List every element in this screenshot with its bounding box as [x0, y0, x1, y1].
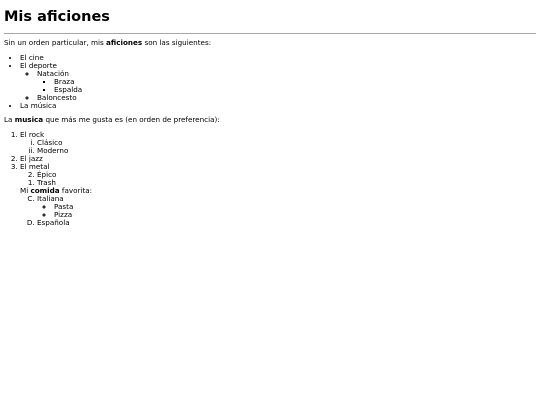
hobby-item-deporte: [20, 62, 82, 102]
sport-item-baloncesto: ◦ Baloncesto: [37, 94, 82, 102]
music-item-metal-label: El metal: [20, 162, 50, 171]
hobby-item-musica: • La música: [20, 102, 82, 110]
food-intro-bold: comida: [30, 186, 60, 195]
swim-styles-list: [37, 78, 82, 94]
food-intro-text-after: favorita:: [59, 186, 93, 195]
music-intro-text-before: La: [4, 115, 15, 124]
title-divider: [4, 33, 536, 34]
swim-style-espalda: ▪ Espalda: [54, 86, 82, 94]
rock-subgenre-moderno: ii. Moderno: [37, 147, 92, 155]
hobbies-intro-text-before: Sin un orden particular, mis: [4, 38, 107, 47]
swim-style-braza: ▪ Braza: [54, 78, 82, 86]
music-item-jazz: 2. El jazz: [20, 155, 92, 163]
hobbies-intro-bold: aficiones: [106, 38, 143, 47]
metal-subgenre-trash: 1. Trash: [37, 179, 92, 187]
food-item-italiana: [37, 195, 92, 219]
music-list: [4, 131, 92, 227]
italian-dishes-list: [37, 203, 92, 219]
italian-dish-pasta: ◦ Pasta: [54, 203, 92, 211]
hobby-item-deporte-label: El deporte: [20, 61, 57, 70]
hobbies-list: [4, 54, 82, 110]
rock-subgenre-clasico: i. Clásico: [37, 139, 92, 147]
metal-subgenres-list: [20, 171, 92, 187]
music-intro-text-after: que más me gusta es (en orden de preferencia):: [43, 115, 220, 124]
hobbies-intro-text-after: son las siguientes:: [142, 38, 212, 47]
food-intro-text-before: Mi: [20, 186, 31, 195]
sports-list: [20, 70, 82, 102]
page-title: Mis aficiones: [4, 9, 110, 25]
food-list: [20, 195, 92, 227]
hobbies-list-block: [4, 54, 82, 110]
sport-item-natacion: [37, 70, 82, 94]
food-item-espanola: D. Española: [37, 219, 92, 227]
music-list-block: [4, 131, 92, 227]
music-item-rock-label: El rock: [20, 130, 45, 139]
sport-item-natacion-label: Natación: [37, 69, 69, 78]
food-item-italiana-label: Italiana: [37, 194, 64, 203]
hobbies-intro-paragraph: [4, 39, 211, 47]
music-intro-paragraph: [4, 116, 220, 124]
rock-subgenres-list: [20, 139, 92, 155]
metal-subgenre-epico: 2. Épico: [37, 171, 92, 179]
music-item-metal: [20, 163, 92, 227]
hobby-item-cine: • El cine: [20, 54, 82, 62]
italian-dish-pizza: ◦ Pizza: [54, 211, 92, 219]
music-item-rock: [20, 131, 92, 155]
music-intro-bold: musica: [14, 115, 44, 124]
